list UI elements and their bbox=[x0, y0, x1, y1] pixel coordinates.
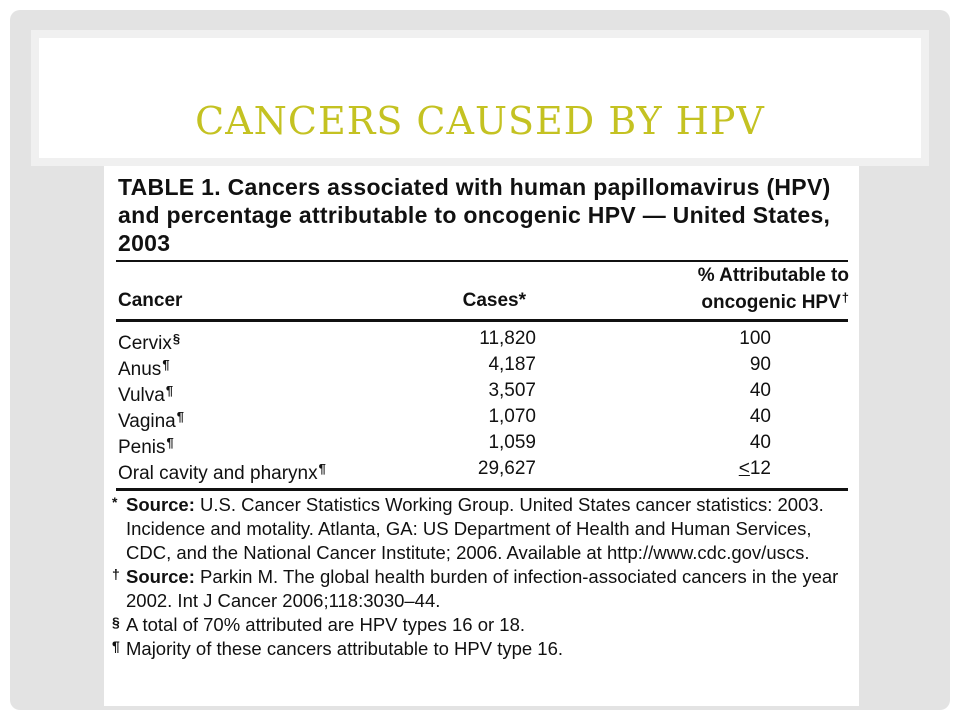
less-equal-symbol: < bbox=[738, 458, 750, 479]
row-percent: <12 bbox=[738, 458, 771, 479]
row-cancer-name: Vulva¶ bbox=[118, 383, 174, 406]
footnote-mark: ¶ bbox=[162, 357, 170, 372]
row-percent: 40 bbox=[749, 380, 771, 401]
row-cases: 4,187 bbox=[488, 354, 536, 375]
table-row bbox=[118, 352, 853, 378]
row-cancer-name: Penis¶ bbox=[118, 435, 174, 458]
header-percent-line2: oncogenic HPV bbox=[701, 292, 841, 313]
footnote-mark: § bbox=[112, 614, 120, 630]
footnote bbox=[112, 565, 852, 613]
footnote bbox=[112, 613, 852, 637]
header-cases: Cases* bbox=[462, 290, 526, 311]
footnote-mark: † bbox=[112, 566, 120, 582]
footnote-mark: ¶ bbox=[166, 435, 174, 450]
dagger-mark: † bbox=[841, 290, 849, 305]
row-cancer-name: Vagina¶ bbox=[118, 409, 184, 432]
row-percent: 90 bbox=[749, 354, 771, 375]
footnote-text: A total of 70% attributed are HPV types 16 or 18. bbox=[126, 614, 526, 635]
footnote-mark: ¶ bbox=[165, 383, 174, 398]
footnote-text: U.S. Cancer Statistics Working Group. United States cancer statistics: 2003. Incidence and motality. Atlanta, GA: US Department of Health and Human Services, CDC, and the National Cancer Institute; 2006. Available at http://www.cdc.gov/uscs. bbox=[126, 494, 824, 563]
slide-title: CANCERS CAUSED BY HPV bbox=[195, 99, 765, 143]
footnote-mark: ¶ bbox=[318, 461, 326, 476]
header-percent-line1: % Attributable to bbox=[697, 265, 849, 286]
row-cases: 3,507 bbox=[488, 380, 536, 401]
footnote-label: Source: bbox=[126, 566, 195, 587]
footnote bbox=[112, 637, 852, 661]
top-rule bbox=[116, 260, 848, 262]
header-percent-line2-wrap bbox=[614, 287, 849, 314]
footnote-mark: § bbox=[172, 331, 181, 346]
row-percent: 40 bbox=[749, 432, 771, 453]
table-row bbox=[118, 456, 853, 482]
row-cancer-name: Oral cavity and pharynx¶ bbox=[118, 461, 326, 484]
footnote-text: Parkin M. The global health burden of infection-associated cancers in the year 2002. Int J Cancer 2006;118:3030–44. bbox=[126, 566, 839, 611]
footnote-mark: * bbox=[112, 494, 118, 510]
row-cases: 11,820 bbox=[479, 328, 536, 349]
title-box bbox=[31, 30, 929, 166]
row-cancer-name: Anus¶ bbox=[118, 357, 170, 380]
table-caption: TABLE 1. Cancers associated with human papillomavirus (HPV) and percentage attributable to oncogenic HPV — United States, 2003 bbox=[118, 174, 831, 256]
row-percent: 40 bbox=[749, 406, 771, 427]
table-figure bbox=[104, 166, 859, 706]
header-rule bbox=[116, 319, 848, 322]
table-row bbox=[118, 378, 853, 404]
table-row bbox=[118, 326, 853, 352]
footnote-text: Majority of these cancers attributable to HPV type 16. bbox=[126, 638, 564, 659]
footnote-label: Source: bbox=[126, 494, 195, 515]
table-row bbox=[118, 430, 853, 456]
table-row bbox=[118, 404, 853, 430]
footnote bbox=[112, 493, 852, 565]
footnotes bbox=[112, 493, 852, 661]
footnote-mark: ¶ bbox=[176, 409, 184, 424]
row-percent: 100 bbox=[739, 328, 771, 349]
header-cancer: Cancer bbox=[118, 290, 183, 311]
row-cancer-name: Cervix§ bbox=[118, 331, 181, 354]
row-cases: 1,059 bbox=[488, 432, 536, 453]
footnote-mark: ¶ bbox=[112, 638, 120, 654]
header-percent bbox=[614, 265, 849, 314]
bottom-rule bbox=[116, 488, 848, 491]
row-cases: 29,627 bbox=[477, 458, 536, 479]
row-cases: 1,070 bbox=[488, 406, 536, 427]
